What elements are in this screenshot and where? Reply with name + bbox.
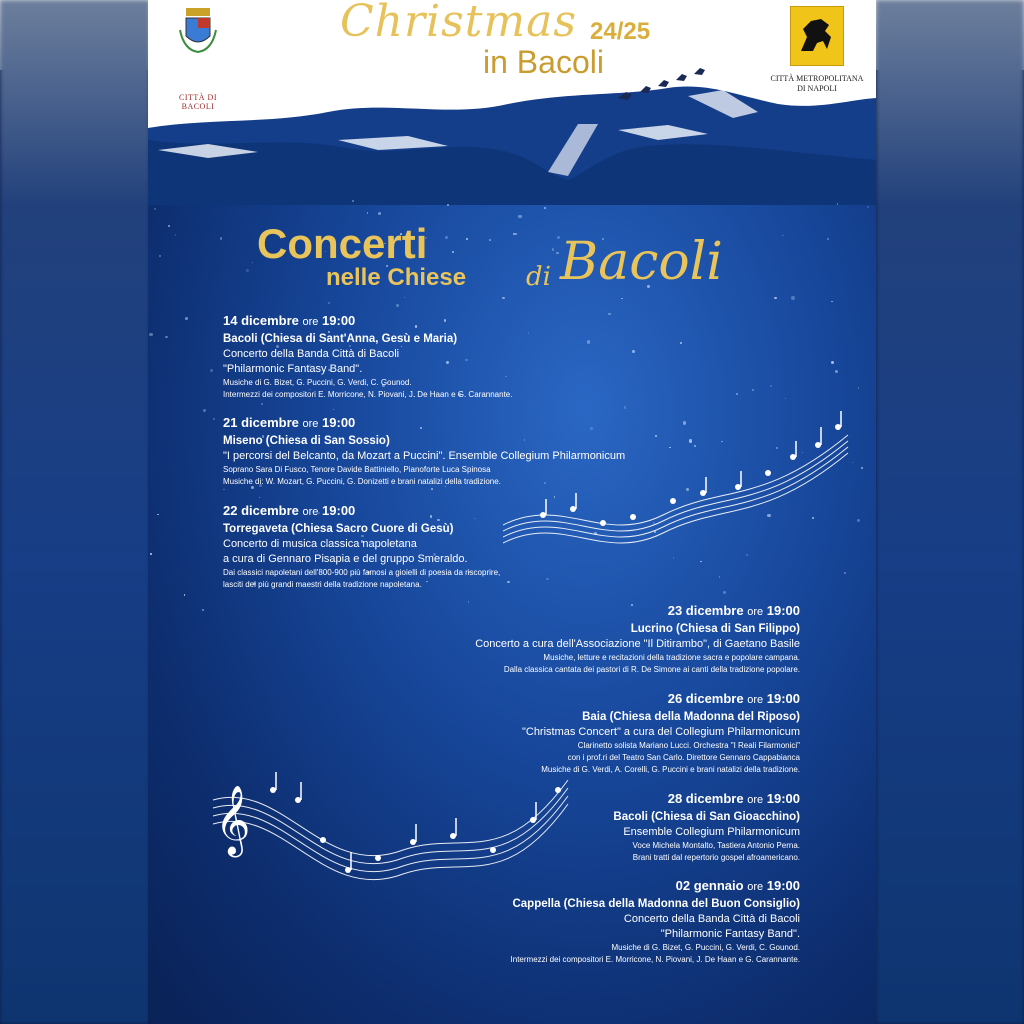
- sparkle-dot: [700, 561, 702, 563]
- sparkle-dot: [837, 203, 839, 205]
- title-christmas: Christmas: [340, 0, 577, 47]
- sparkle-dot: [632, 350, 635, 353]
- sparkle-dot: [184, 594, 185, 595]
- sparkle-dot: [259, 497, 260, 498]
- sparkle-dot: [378, 212, 381, 215]
- sparkle-dot: [445, 236, 448, 239]
- event-02-gennaio: 02 gennaio ore 19:00 Cappella (Chiesa della Madonna del Buon Consiglio) Concerto della Banda Città di Bacoli "Philarmonic Fantasy Band". Musiche di G. Bizet, G. Puccini, G. Verdi, C. Gounod. Intermezzi dei compositori E. Morricone, N. Piovani, J. De Haan e G. Carannante.: [510, 878, 800, 964]
- citta-di-bacoli-logo: [168, 6, 228, 111]
- sparkle-dot: [220, 237, 223, 240]
- citta-metropolitana-logo: [770, 6, 864, 94]
- sparkle-dot: [261, 403, 263, 405]
- event-22-dicembre: 22 dicembre ore 19:00 Torregaveta (Chiesa Sacro Cuore di Gesù) Concerto di musica classica napoletana a cura di Gennaro Pisapia e del gruppo Smeraldo. Dai classici napoletani dell'800-900 più famosi a gioielli di poesia da riscoprire, lasciti dei più grandi maestri della tradizione napoletana.: [223, 503, 501, 589]
- sparkle-dot: [546, 578, 548, 580]
- sparkle-dot: [328, 302, 330, 304]
- sparkle-dot: [791, 296, 794, 299]
- sparkle-dot: [785, 398, 787, 400]
- title-in-bacoli: in Bacoli: [483, 44, 604, 80]
- horse-emblem-icon: [790, 6, 844, 66]
- sparkle-dot: [489, 239, 491, 241]
- event-26-dicembre: 26 dicembre ore 19:00 Baia (Chiesa della Madonna del Riposo) "Christmas Concert" a cura del Collegium Philarmonicum Clarinetto solista Mariano Lucci. Orchestra "I Reali Filarmonici" con i prof.ri del Teatro San Carlo. Direttore Gennaro Cappabianca Musiche di G. Verdi, A. Corelli, G. Puccini e brani natalizi della tradizione.: [521, 691, 800, 774]
- sparkle-dot: [333, 409, 334, 410]
- sparkle-dot: [157, 514, 158, 515]
- sparkle-dot: [213, 418, 215, 420]
- sparkle-dot: [150, 553, 151, 554]
- sparkle-dot: [723, 591, 726, 594]
- sparkle-dot: [252, 262, 253, 263]
- event-place: Baia (Chiesa della Madonna del Riposo): [582, 711, 800, 723]
- event-place: Miseno (Chiesa di San Sossio): [223, 435, 390, 447]
- sparkle-dot: [513, 233, 515, 235]
- left-logo-label: CITTÀ DI BACOLI: [179, 93, 217, 111]
- sparkle-dot: [858, 387, 859, 388]
- sparkle-dot: [165, 336, 167, 338]
- sparkle-dot: [246, 269, 249, 272]
- sparkle-dot: [831, 361, 834, 364]
- sparkle-dot: [518, 215, 521, 218]
- sparkle-dot: [736, 393, 738, 395]
- heading-nelle-chiese: nelle Chiese: [326, 264, 467, 291]
- title-year: 24/25: [590, 18, 651, 45]
- sparkle-dot: [396, 304, 399, 307]
- heading-di: di: [526, 262, 551, 292]
- sparkle-dot: [621, 298, 622, 299]
- background-blur-left: [0, 0, 150, 1024]
- sparkle-dot: [673, 557, 674, 558]
- event-14-dicembre: 14 dicembre ore 19:00 Bacoli (Chiesa di Sant'Anna, Gesù e Maria) Concerto della Banda Città di Bacoli "Philarmonic Fantasy Band". Musiche di G. Bizet, G. Puccini, G. Verdi, C. Gounod. Intermezzi dei compositori E. Morricone, N. Piovani, J. De Haan e G. Carannante.: [223, 313, 513, 399]
- sparkle-dot: [507, 581, 510, 584]
- sparkle-dot: [447, 204, 449, 206]
- heading-bacoli: Bacoli: [560, 232, 723, 292]
- sparkle-dot: [556, 252, 558, 254]
- sparkle-dot: [835, 370, 838, 373]
- sparkle-dot: [149, 333, 152, 336]
- sparkle-dot: [404, 297, 405, 298]
- event-23-dicembre: 23 dicembre ore 19:00 Lucrino (Chiesa di San Filippo) Concerto a cura dell'Associazione "Il Ditirambo", di Gaetano Basile Musiche, letture e recitazioni della tradizione sacra e popolare campana. Dalla classica cantata dei pastori di R. De Simone ai canti della tradizione popolare.: [475, 603, 800, 674]
- sparkle-dot: [608, 313, 611, 316]
- concert-poster: [148, 0, 876, 1024]
- sparkle-dot: [861, 467, 863, 469]
- sparkle-dot: [774, 297, 777, 300]
- sparkle-dot: [185, 317, 187, 319]
- coat-of-arms-icon: [178, 8, 218, 54]
- sparkle-dot: [352, 200, 354, 202]
- sparkle-dot: [827, 238, 829, 240]
- sparkle-dot: [544, 207, 546, 209]
- heading-concerti: Concerti: [257, 220, 428, 267]
- sparkle-dot: [431, 488, 433, 490]
- right-logo-label: CITTÀ METROPOLITANA DI NAPOLI: [770, 74, 864, 93]
- event-place: Torregaveta (Chiesa Sacro Cuore di Gesù): [223, 523, 454, 535]
- sparkle-dot: [168, 225, 170, 227]
- sparkle-dot: [223, 489, 225, 491]
- sparkle-dot: [770, 385, 772, 387]
- sparkle-dot: [210, 369, 213, 372]
- event-28-dicembre: 28 dicembre ore 19:00 Bacoli (Chiesa di San Gioacchino) Ensemble Collegium Philarmonicum Voce Michela Montalto, Tastiera Antonio Perna. Brani tratti dal repertorio gospel afroamericano.: [613, 791, 800, 862]
- event-21-dicembre: 21 dicembre ore 19:00 Miseno (Chiesa di San Sossio) "I percorsi del Belcanto, da Mozart a Puccini". Ensemble Collegium Philarmonicum Soprano Sara Di Fusco, Tenore Davide Battiniello, Pianoforte Luca Spinosa Musiche di: W. Mozart, G. Puccini, G. Donizetti e brani natalizi della tradizione.: [223, 415, 626, 486]
- sparkle-dot: [154, 208, 157, 211]
- sparkle-dot: [466, 238, 468, 240]
- sparkle-dot: [680, 342, 682, 344]
- event-place: Bacoli (Chiesa di San Gioacchino): [613, 811, 800, 823]
- sparkle-dot: [867, 206, 869, 208]
- sparkle-dot: [515, 233, 517, 235]
- sparkle-dot: [752, 389, 754, 391]
- event-place: Lucrino (Chiesa di San Filippo): [630, 623, 800, 635]
- sparkle-dot: [175, 234, 176, 235]
- sparkle-dot: [831, 301, 833, 303]
- sparkle-dot: [202, 609, 204, 611]
- event-place: Cappella (Chiesa della Madonna del Buon Consiglio): [512, 898, 800, 910]
- treble-clef-icon: 𝄞: [215, 785, 251, 855]
- sparkle-dot: [719, 576, 720, 577]
- sparkle-dot: [844, 572, 846, 574]
- sparkle-dot: [452, 251, 454, 253]
- sparkle-dot: [203, 409, 206, 412]
- event-place: Bacoli (Chiesa di Sant'Anna, Gesù e Maria): [223, 333, 458, 345]
- sparkle-dot: [159, 255, 162, 258]
- sparkle-dot: [367, 212, 368, 213]
- sparkle-dot: [587, 340, 590, 343]
- sparkle-dot: [468, 601, 469, 602]
- sparkle-dot: [552, 248, 554, 250]
- background-blur-right: [876, 0, 1024, 1024]
- sparkle-dot: [528, 332, 530, 334]
- sparkle-dot: [502, 297, 505, 300]
- sparkle-dot: [857, 519, 860, 522]
- sparkle-dot: [782, 235, 783, 236]
